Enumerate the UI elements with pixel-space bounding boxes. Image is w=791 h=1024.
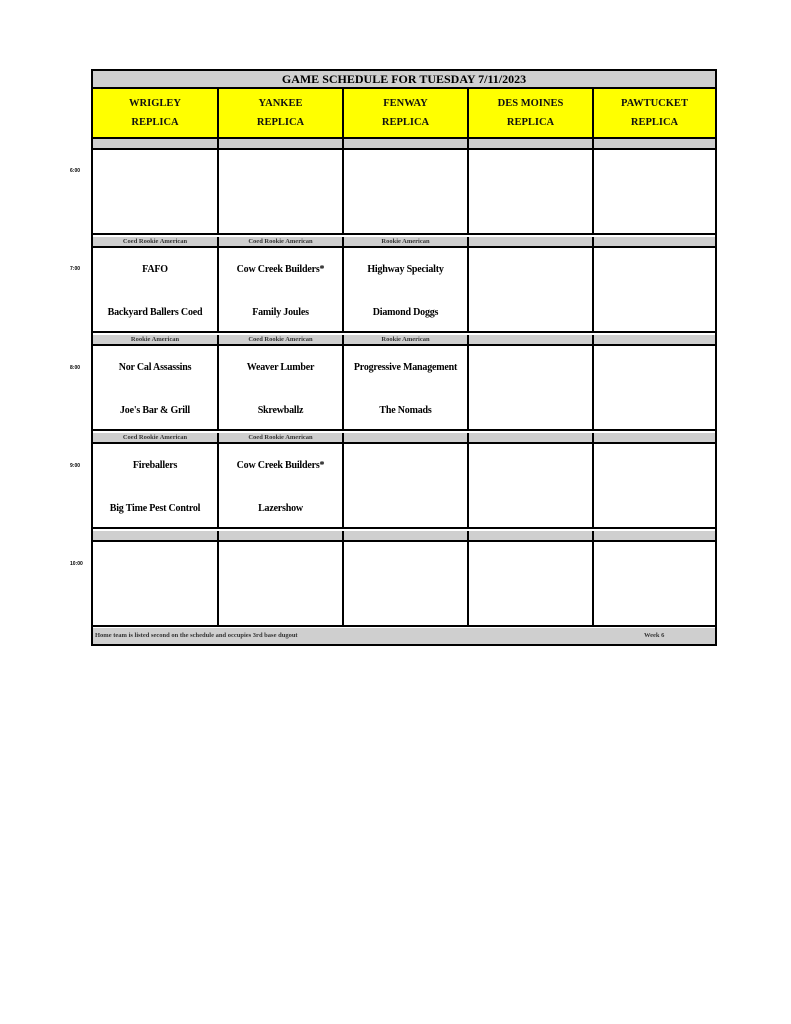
division-band bbox=[594, 335, 715, 346]
away-team: Cow Creek Builders* bbox=[236, 460, 325, 471]
game-cell bbox=[469, 248, 594, 333]
game-cell bbox=[344, 346, 469, 431]
time-label-10: 10:00 bbox=[70, 561, 83, 567]
away-team: FAFO bbox=[142, 264, 168, 275]
field-sub: REPLICA bbox=[506, 117, 555, 128]
division-band bbox=[594, 433, 715, 444]
division-band bbox=[93, 531, 219, 542]
game-cell bbox=[219, 150, 344, 235]
away-team: Nor Cal Assassins bbox=[118, 362, 192, 373]
field-sub: REPLICA bbox=[131, 117, 179, 128]
away-team: Cow Creek Builders* bbox=[236, 264, 325, 275]
field-name: YANKEE bbox=[258, 98, 303, 109]
game-cell bbox=[219, 542, 344, 627]
home-team: Family Joules bbox=[252, 307, 309, 318]
game-cell bbox=[594, 150, 715, 235]
time-label-6: 6:00 bbox=[70, 168, 81, 174]
game-cell bbox=[469, 150, 594, 235]
division-band: Coed Rookie American bbox=[93, 237, 219, 248]
game-cell bbox=[344, 248, 469, 333]
division-band bbox=[469, 335, 594, 346]
away-team: Progressive Management bbox=[353, 362, 458, 373]
game-cell bbox=[93, 444, 219, 529]
field-header-wrigley bbox=[93, 89, 219, 139]
division-band bbox=[594, 531, 715, 542]
division-band bbox=[344, 531, 469, 542]
division-band bbox=[344, 433, 469, 444]
game-cell bbox=[344, 150, 469, 235]
away-team: Highway Specialty bbox=[367, 264, 444, 275]
schedule-footer bbox=[93, 628, 715, 644]
field-header-pawtucket bbox=[594, 89, 715, 139]
week-label: Week 6 bbox=[644, 632, 665, 639]
game-cell bbox=[469, 542, 594, 627]
division-band bbox=[469, 139, 594, 150]
game-cell bbox=[344, 542, 469, 627]
home-team: Big Time Pest Control bbox=[109, 503, 201, 514]
division-band bbox=[594, 139, 715, 150]
game-cell bbox=[93, 248, 219, 333]
home-team: Skrewballz bbox=[257, 405, 304, 416]
game-cell bbox=[594, 346, 715, 431]
time-label-9: 9:00 bbox=[70, 463, 81, 469]
game-cell bbox=[219, 248, 344, 333]
away-team: Fireballers bbox=[132, 460, 178, 471]
game-cell bbox=[93, 150, 219, 235]
division-band bbox=[469, 237, 594, 248]
game-cell bbox=[469, 346, 594, 431]
time-label-8: 8:00 bbox=[70, 365, 81, 371]
home-team: Joe's Bar & Grill bbox=[119, 405, 191, 416]
game-cell bbox=[594, 248, 715, 333]
game-cell bbox=[219, 444, 344, 529]
division-band: Coed Rookie American bbox=[219, 237, 344, 248]
division-band bbox=[469, 531, 594, 542]
field-header-des-moines bbox=[469, 89, 594, 139]
game-cell bbox=[344, 444, 469, 529]
division-band bbox=[219, 139, 344, 150]
division-band: Coed Rookie American bbox=[219, 433, 344, 444]
division-band: Rookie American bbox=[93, 335, 219, 346]
home-team: Lazershow bbox=[258, 503, 303, 514]
division-band: Rookie American bbox=[344, 237, 469, 248]
field-name: WRIGLEY bbox=[129, 98, 181, 109]
field-name: PAWTUCKET bbox=[621, 98, 688, 109]
field-header-yankee bbox=[219, 89, 344, 139]
game-cell bbox=[469, 444, 594, 529]
game-cell bbox=[219, 346, 344, 431]
field-sub: REPLICA bbox=[381, 117, 430, 128]
schedule-title: GAME SCHEDULE FOR TUESDAY 7/11/2023 bbox=[93, 71, 715, 89]
home-team: Backyard Ballers Coed bbox=[107, 307, 203, 318]
game-cell bbox=[93, 542, 219, 627]
field-header-fenway bbox=[344, 89, 469, 139]
field-name: FENWAY bbox=[383, 98, 428, 109]
away-team: Weaver Lumber bbox=[246, 362, 315, 373]
division-band: Coed Rookie American bbox=[93, 433, 219, 444]
division-band bbox=[594, 237, 715, 248]
home-team-note: Home team is listed second on the schedule and occupies 3rd base dugout bbox=[95, 632, 298, 639]
division-band bbox=[93, 139, 219, 150]
home-team: The Nomads bbox=[379, 405, 432, 416]
division-band bbox=[219, 531, 344, 542]
field-sub: REPLICA bbox=[256, 117, 305, 128]
schedule-table bbox=[91, 69, 717, 646]
division-band bbox=[344, 139, 469, 150]
game-cell bbox=[594, 542, 715, 627]
division-band bbox=[469, 433, 594, 444]
field-sub: REPLICA bbox=[630, 117, 679, 128]
field-name: DES MOINES bbox=[497, 98, 564, 109]
division-band: Coed Rookie American bbox=[219, 335, 344, 346]
game-cell bbox=[594, 444, 715, 529]
home-team: Diamond Doggs bbox=[372, 307, 439, 318]
division-band: Rookie American bbox=[344, 335, 469, 346]
time-label-7: 7:00 bbox=[70, 266, 81, 272]
game-cell bbox=[93, 346, 219, 431]
